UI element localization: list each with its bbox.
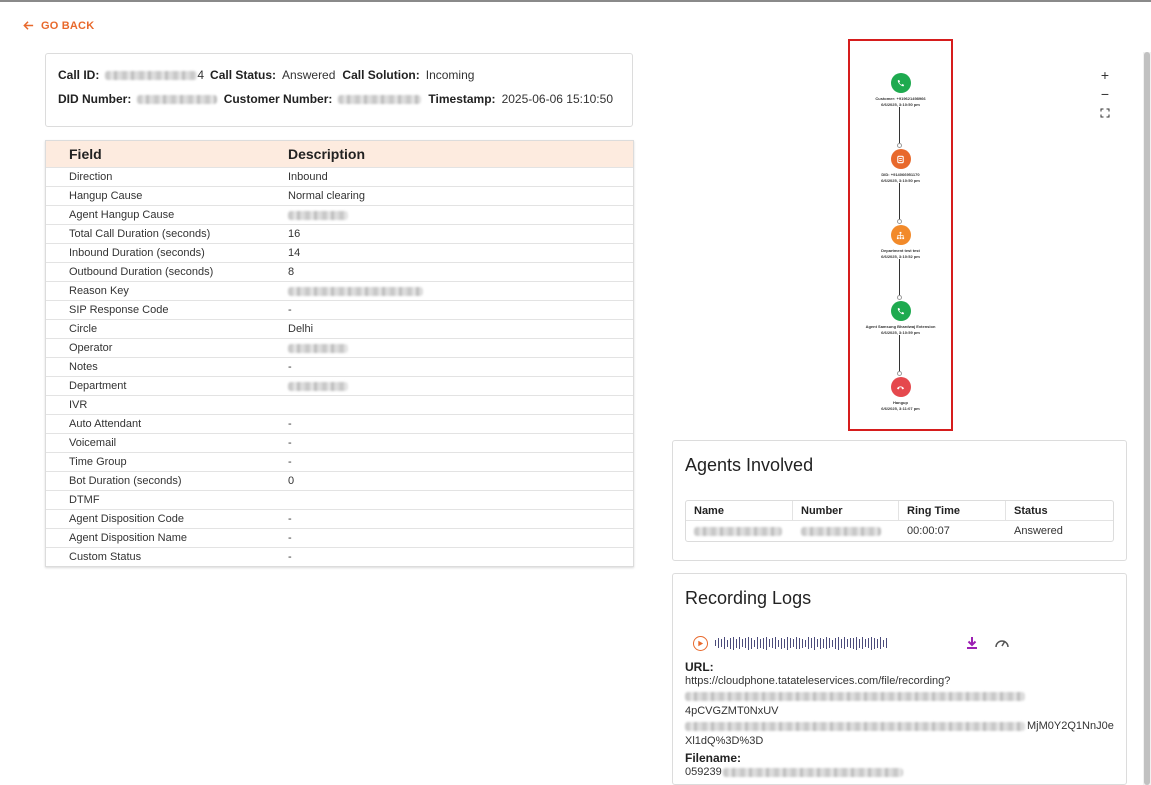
- waveform-bar: [820, 638, 821, 649]
- agents-number-header: Number: [793, 501, 899, 520]
- waveform-bar: [757, 637, 758, 649]
- call-status-label: Call Status:: [210, 68, 277, 82]
- waveform-bar: [868, 638, 869, 648]
- waveform-bar: [793, 639, 794, 647]
- flow-node[interactable]: [850, 377, 951, 412]
- flow-node-label: Customer: +919621498966: [875, 96, 926, 101]
- go-back-label: GO BACK: [41, 19, 95, 32]
- flow-edge: [899, 107, 900, 147]
- url-line-2: [685, 689, 1114, 719]
- field-value-cell: 8: [288, 266, 295, 278]
- waveform-bar: [742, 639, 743, 647]
- waveform-bar: [769, 639, 770, 647]
- url-label: URL:: [685, 660, 714, 674]
- table-row: [46, 452, 633, 471]
- waveform-bar: [751, 638, 752, 649]
- table-row: [46, 509, 633, 528]
- field-value-cell: -: [288, 418, 292, 430]
- field-column-header: Field: [69, 146, 102, 162]
- table-row: [46, 414, 633, 433]
- page-scrollbar[interactable]: [1143, 52, 1151, 785]
- agents-involved-card: [672, 440, 1127, 561]
- waveform-bar: [826, 637, 827, 649]
- waveform-bar: [781, 638, 782, 649]
- waveform-bar: [754, 640, 755, 647]
- call-status-value: Answered: [282, 68, 336, 82]
- waveform-bar: [877, 639, 878, 648]
- playback-speed-icon[interactable]: [994, 636, 1010, 650]
- waveform-bar: [787, 637, 788, 650]
- agent-number-cell: [793, 521, 899, 541]
- flow-edge-handle: [897, 371, 902, 376]
- hangup-icon: [891, 377, 911, 397]
- recording-logs-card: [672, 573, 1127, 785]
- flow-node-label: Hangup: [893, 400, 908, 405]
- did-number-label: DID Number:: [58, 92, 132, 106]
- play-icon: [697, 640, 704, 647]
- agents-table-header: [686, 501, 1113, 521]
- waveform-bar: [829, 638, 830, 648]
- waveform-bar: [823, 639, 824, 648]
- table-row: [46, 376, 633, 395]
- field-value-cell: 14: [288, 247, 301, 259]
- field-name-cell: Circle: [69, 323, 98, 335]
- table-row: [46, 262, 633, 281]
- agent-name-cell: [686, 521, 793, 541]
- field-value-cell: [288, 209, 633, 221]
- field-value-cell: [288, 380, 633, 392]
- table-row: [46, 490, 633, 509]
- field-value-cell: -: [288, 361, 292, 373]
- waveform-bar: [856, 637, 857, 650]
- waveform-bar: [859, 639, 860, 648]
- scrollbar-thumb[interactable]: [1144, 52, 1150, 785]
- waveform-bar: [841, 639, 842, 648]
- waveform-bar: [733, 637, 734, 650]
- waveform-bar: [778, 640, 779, 647]
- table-row: [46, 167, 633, 186]
- redacted-value: [288, 344, 348, 353]
- go-back-link[interactable]: [22, 19, 94, 32]
- flow-edge: [899, 183, 900, 223]
- waveform-bar: [796, 637, 797, 649]
- field-value-cell: -: [288, 304, 292, 316]
- agents-table-row: [686, 521, 1113, 541]
- customer-number-label: Customer Number:: [223, 92, 333, 106]
- waveform-bar: [844, 637, 845, 649]
- field-name-cell: IVR: [69, 399, 88, 411]
- url-line-3: [685, 719, 1114, 734]
- flow-node-time: 6/6/2025, 3:10:50 pm: [881, 102, 920, 107]
- waveform-bar: [850, 638, 851, 648]
- redacted-value: [288, 211, 348, 220]
- url-line-4: Xl1dQ%3D%3D: [685, 735, 764, 747]
- waveform-bar: [808, 637, 809, 649]
- flow-node-label: DID: +914066951170: [881, 172, 920, 177]
- flow-edge-handle: [897, 295, 902, 300]
- waveform-bar: [805, 640, 806, 647]
- timestamp-value: 2025-06-06 15:10:50: [501, 92, 613, 106]
- did-number-redacted: [137, 95, 216, 104]
- table-row: [46, 243, 633, 262]
- audio-waveform[interactable]: [715, 636, 887, 650]
- top-border: [0, 0, 1151, 2]
- flow-node-label: Department test test: [881, 248, 920, 253]
- audio-player: [685, 635, 1114, 651]
- table-row: [46, 338, 633, 357]
- waveform-bar: [853, 638, 854, 649]
- field-value-cell: -: [288, 532, 292, 544]
- field-value-cell: [288, 342, 633, 354]
- field-name-cell: Bot Duration (seconds): [69, 475, 182, 487]
- field-name-cell: Voicemail: [69, 437, 117, 449]
- field-value-cell: -: [288, 437, 292, 449]
- waveform-bar: [880, 637, 881, 649]
- call-info-card: [45, 53, 633, 127]
- waveform-bar: [730, 638, 731, 649]
- waveform-bar: [886, 638, 887, 648]
- field-value-cell: Inbound: [288, 171, 328, 183]
- arrow-left-icon: [22, 19, 35, 32]
- field-name-cell: Outbound Duration (seconds): [69, 266, 214, 278]
- field-name-cell: Hangup Cause: [69, 190, 143, 202]
- agents-table: [685, 500, 1114, 542]
- field-name-cell: Agent Disposition Code: [69, 513, 184, 525]
- call-id-label: Call ID:: [58, 68, 100, 82]
- table-row: [46, 300, 633, 319]
- waveform-bar: [745, 638, 746, 648]
- table-row: [46, 205, 633, 224]
- table-row: [46, 224, 633, 243]
- flow-node-time: 6/6/2025, 3:11:07 pm: [881, 406, 920, 411]
- flow-node-label: Agent Samsung Bhardwaj Extension: [865, 324, 936, 329]
- waveform-bar: [799, 638, 800, 649]
- recording-url[interactable]: [685, 674, 1114, 749]
- filename-label: Filename:: [685, 751, 742, 765]
- waveform-bar: [721, 639, 722, 647]
- redacted-value: [288, 382, 348, 391]
- field-name-cell: Total Call Duration (seconds): [69, 228, 211, 240]
- timestamp-label: Timestamp:: [428, 92, 496, 106]
- call-id-tail: 4: [197, 68, 205, 82]
- flow-node[interactable]: [850, 225, 951, 260]
- waveform-bar: [790, 638, 791, 648]
- call-flow-diagram[interactable]: [848, 39, 953, 431]
- fit-view-button[interactable]: [1097, 104, 1113, 123]
- redacted-value: [288, 287, 423, 296]
- waveform-bar: [862, 637, 863, 649]
- call-info-row-1: [58, 68, 620, 82]
- waveform-bar: [748, 637, 749, 650]
- field-value-cell: -: [288, 551, 292, 563]
- url-line-1: https://cloudphone.tatateleservices.com/file/recording?: [685, 675, 951, 687]
- flow-node-time: 6/6/2025, 3:10:50 pm: [881, 178, 920, 183]
- field-name-cell: Auto Attendant: [69, 418, 142, 430]
- waveform-bar: [847, 639, 848, 647]
- waveform-bar: [736, 639, 737, 648]
- waveform-bar: [874, 638, 875, 649]
- flow-node[interactable]: [850, 301, 951, 336]
- table-row: [46, 319, 633, 338]
- call-solution-label: Call Solution:: [342, 68, 420, 82]
- table-row: [46, 547, 633, 566]
- waveform-bar: [883, 640, 884, 647]
- field-name-cell: Notes: [69, 361, 98, 373]
- zoom-out-button[interactable]: −: [1100, 86, 1110, 102]
- table-row: [46, 471, 633, 490]
- field-name-cell: Reason Key: [69, 285, 129, 297]
- table-row: [46, 357, 633, 376]
- waveform-bar: [772, 638, 773, 648]
- field-value-cell: 16: [288, 228, 301, 240]
- field-name-cell: SIP Response Code: [69, 304, 169, 316]
- agents-ring-time-header: Ring Time: [899, 501, 1006, 520]
- waveform-bar: [763, 638, 764, 649]
- flow-node-time: 6/6/2025, 3:10:59 pm: [881, 330, 920, 335]
- field-name-cell: Custom Status: [69, 551, 142, 563]
- waveform-bar: [775, 637, 776, 649]
- filename-head: 059239: [685, 766, 722, 778]
- field-name-cell: Agent Disposition Name: [69, 532, 188, 544]
- field-name-cell: DTMF: [69, 494, 100, 506]
- field-name-cell: Department: [69, 380, 127, 392]
- field-value-cell: -: [288, 456, 292, 468]
- flow-node-time: 6/6/2025, 3:10:52 pm: [881, 254, 920, 259]
- flow-edge-handle: [897, 143, 902, 148]
- fields-table-body: [46, 167, 633, 566]
- phone-icon: [891, 73, 911, 93]
- recording-logs-title: Recording Logs: [685, 588, 812, 608]
- waveform-bar: [814, 637, 815, 650]
- customer-number-redacted: [338, 95, 421, 104]
- flow-node[interactable]: [850, 73, 951, 108]
- call-info-row-2: [58, 92, 620, 106]
- phone-icon: [891, 301, 911, 321]
- flow-edge: [899, 335, 900, 375]
- field-value-cell: [288, 285, 633, 297]
- waveform-bar: [718, 638, 719, 648]
- flow-edge-handle: [897, 219, 902, 224]
- waveform-bar: [811, 638, 812, 648]
- field-name-cell: Time Group: [69, 456, 127, 468]
- call-solution-value: Incoming: [425, 68, 475, 82]
- agent-ring-time-cell: 00:00:07: [907, 525, 950, 537]
- waveform-bar: [727, 640, 728, 647]
- field-value-cell: 0: [288, 475, 295, 487]
- waveform-bar: [832, 640, 833, 647]
- field-name-cell: Direction: [69, 171, 113, 183]
- description-column-header: Description: [288, 146, 366, 162]
- call-fields-table: [45, 140, 634, 567]
- waveform-bar: [835, 638, 836, 649]
- waveform-bar: [766, 637, 767, 650]
- waveform-bar: [871, 637, 872, 650]
- table-row: [46, 281, 633, 300]
- did-icon: [891, 149, 911, 169]
- flow-edge: [899, 259, 900, 299]
- table-row: [46, 528, 633, 547]
- field-value-cell: Delhi: [288, 323, 314, 335]
- agents-involved-title: Agents Involved: [685, 455, 814, 475]
- table-row: [46, 186, 633, 205]
- waveform-bar: [802, 639, 803, 648]
- field-name-cell: Inbound Duration (seconds): [69, 247, 205, 259]
- agents-name-header: Name: [686, 501, 793, 520]
- waveform-bar: [817, 639, 818, 647]
- url-line-2-tail: 4pCVGZMT0NxUV: [685, 705, 779, 717]
- field-name-cell: Operator: [69, 342, 113, 354]
- waveform-bar: [865, 639, 866, 647]
- waveform-bar: [739, 637, 740, 649]
- table-row: [46, 395, 633, 414]
- zoom-in-button[interactable]: +: [1100, 67, 1110, 83]
- field-value-cell: -: [288, 513, 292, 525]
- waveform-bar: [838, 637, 839, 650]
- fullscreen-icon: [1100, 108, 1110, 118]
- waveform-bar: [724, 637, 725, 649]
- fields-table-header: [46, 141, 633, 167]
- waveform-bar: [715, 640, 716, 646]
- agents-status-header: Status: [1014, 504, 1048, 517]
- recording-filename: [685, 765, 1114, 780]
- waveform-bar: [784, 639, 785, 648]
- play-button[interactable]: [693, 636, 708, 651]
- field-name-cell: Agent Hangup Cause: [69, 209, 175, 221]
- url-line-3-tail: MjM0Y2Q1NnJ0e: [1027, 720, 1114, 732]
- download-icon[interactable]: [965, 636, 979, 650]
- table-row: [46, 433, 633, 452]
- waveform-bar: [760, 639, 761, 648]
- flow-zoom-controls: [1097, 66, 1113, 123]
- field-value-cell: Normal clearing: [288, 190, 366, 202]
- flow-node[interactable]: [850, 149, 951, 184]
- call-id-redacted: [105, 71, 197, 80]
- department-icon: [891, 225, 911, 245]
- agent-status-cell: Answered: [1014, 525, 1063, 537]
